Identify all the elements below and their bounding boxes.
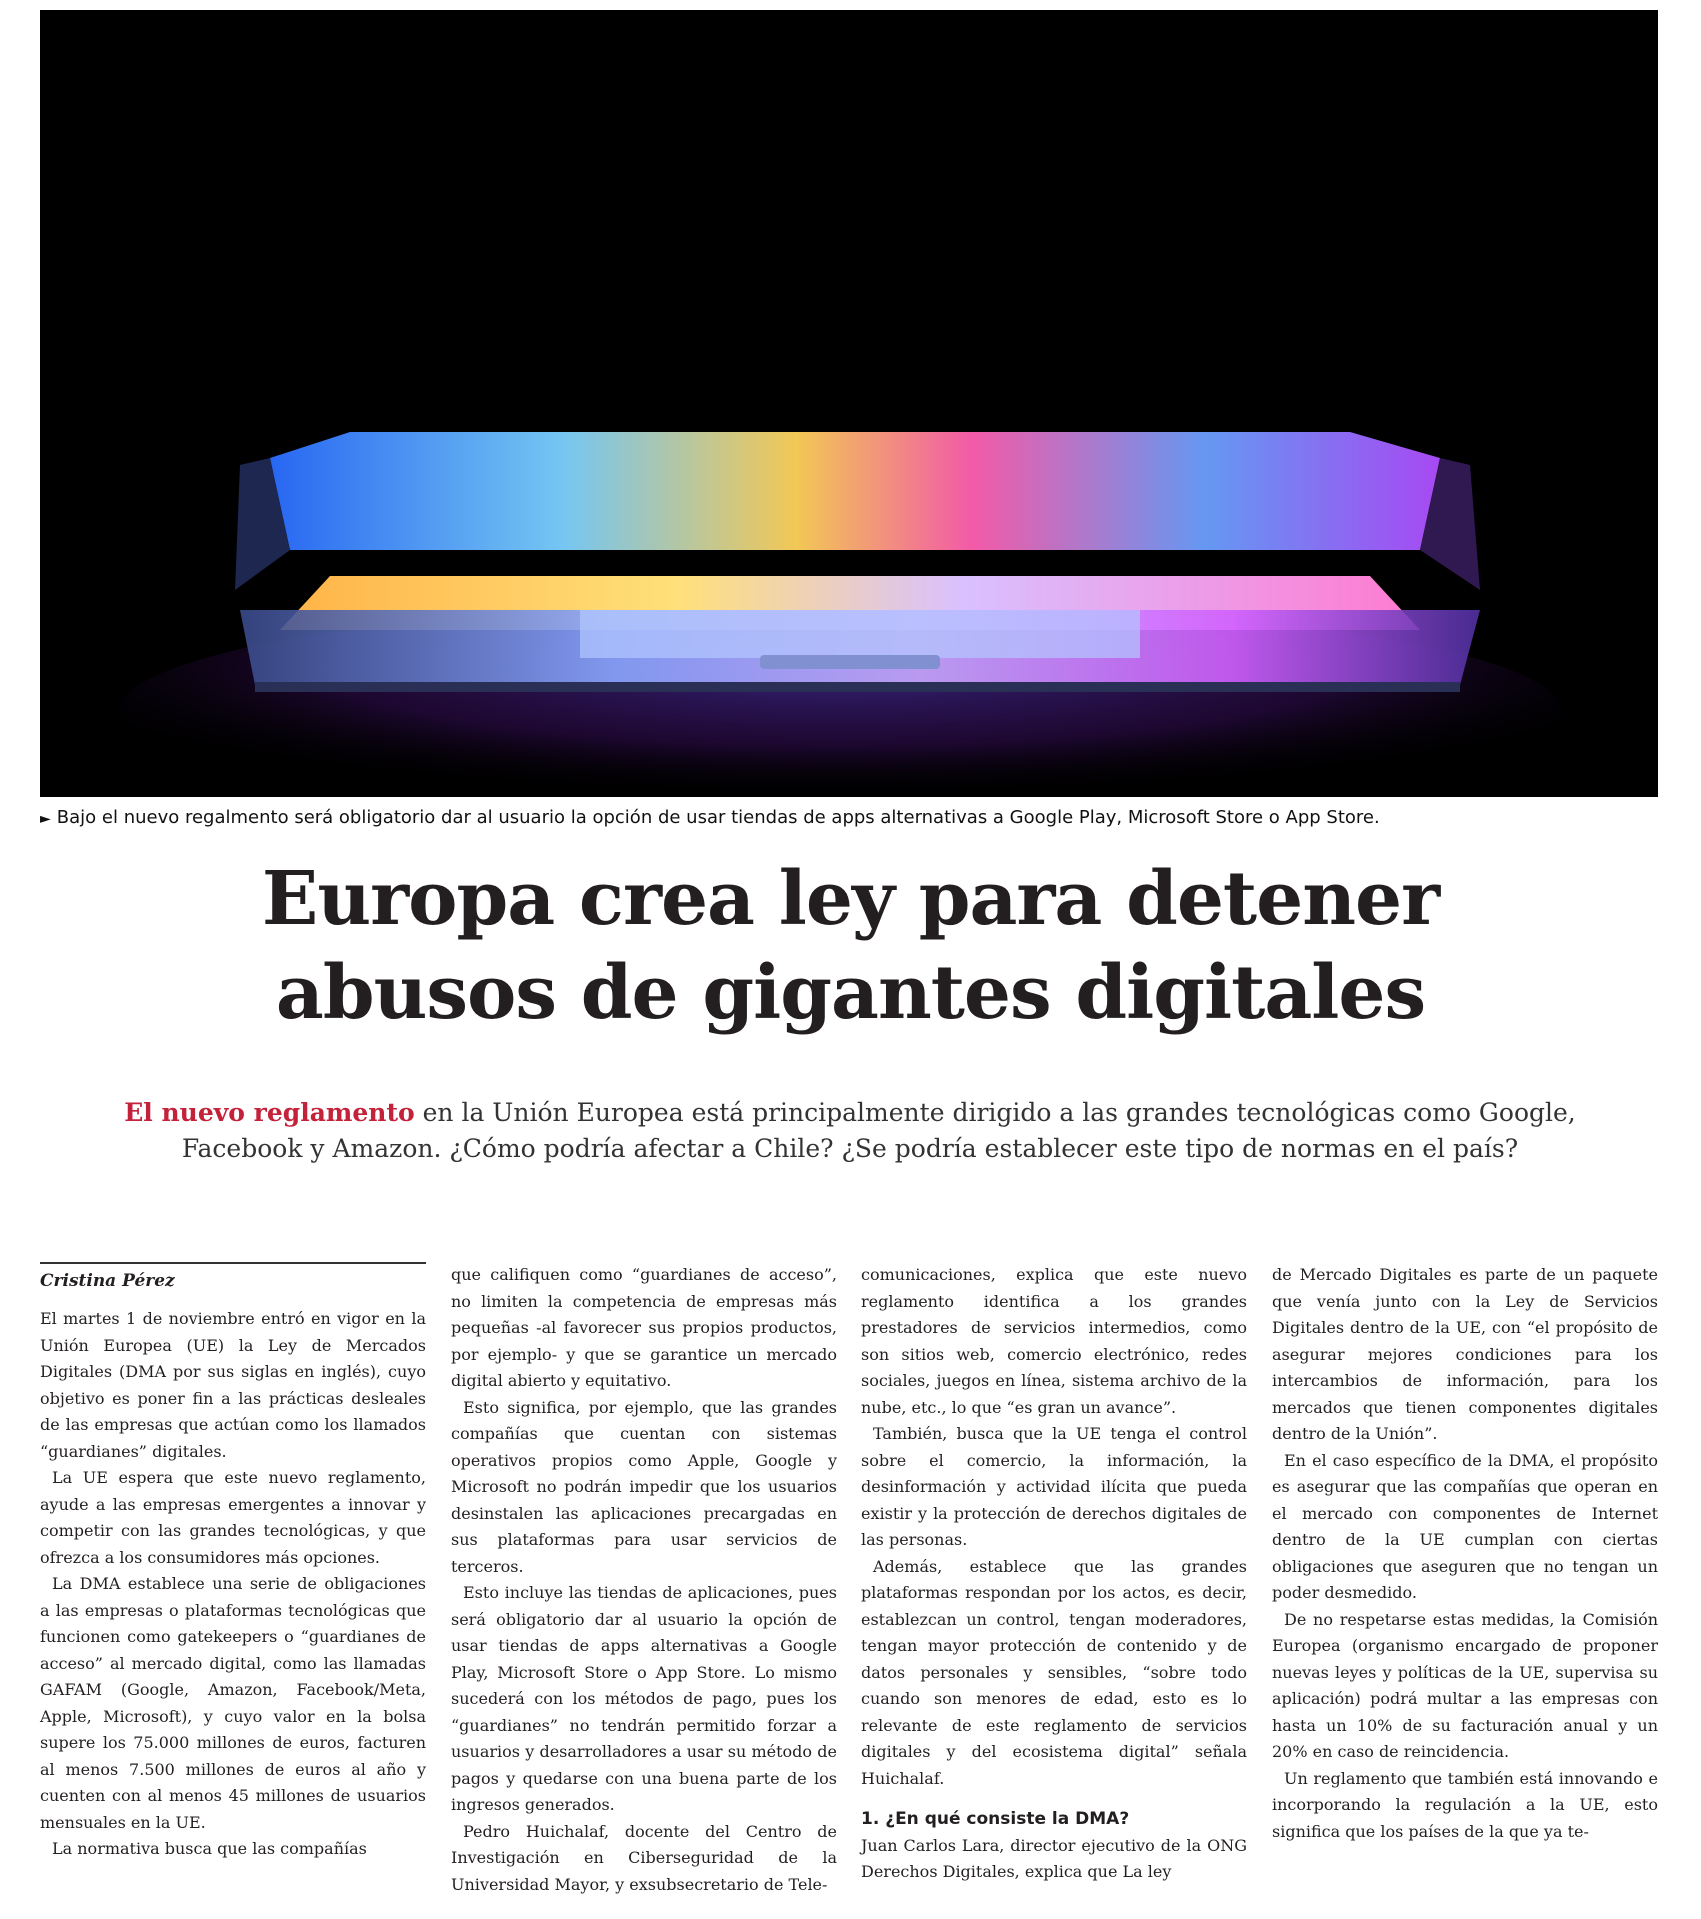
paragraph: de Mercado Digitales es parte de un paquete que venía junto con la Ley de Servicios Digitales dentro de la UE, con “el propósito de asegurar mejores condiciones para los intercambios de información, para los mercados que tienen componentes digitales dentro de la Unión”. bbox=[1272, 1265, 1658, 1443]
deck-line-1-rest: en la Unión Europea está principalmente dirigido a las grandes tecnológicas como Google, bbox=[414, 1098, 1576, 1127]
laptop-glow-image bbox=[40, 10, 1658, 797]
headline-line-2: abusos de gigantes digitales bbox=[275, 950, 1426, 1036]
paragraph: El martes 1 de noviembre entró en vigor en la Unión Europea (UE) la Ley de Mercados Digitales (DMA por sus siglas en inglés), cuyo objetivo es poner fin a las prácticas desleales de las empresas que actúan como los llamados “guardianes” digitales. bbox=[40, 1309, 426, 1461]
paragraph: Además, establece que las grandes plataformas respondan por los actos, es decir, establezcan un control, tengan moderadores, tengan mayor protección de contenido y de datos personales y sensibles, “sobre todo cuando son menores de edad, esto es lo relevante de este reglamento de servicios digitales y del ecosistema digital” señala Huichalaf. bbox=[861, 1556, 1247, 1788]
deck-line-2: Facebook y Amazon. ¿Cómo podría afectar a Chile? ¿Se podría establecer este tipo de normas en el país? bbox=[181, 1134, 1519, 1163]
paragraph: En el caso específico de la DMA, el propósito es asegurar que las compañías que operan en el mercado con componentes de Internet dentro de la UE cumplan con ciertas obligaciones que aseguren que no tengan un poder desmedido. bbox=[1272, 1450, 1658, 1602]
article-column-3 bbox=[861, 1262, 1247, 1886]
caption-text: Bajo el nuevo regalmento será obligatorio dar al usuario la opción de usar tiendas de apps alternativas a Google Play, Microsoft Store o App Store. bbox=[56, 807, 1380, 828]
paragraph: que califiquen como “guardianes de acceso”, no limiten la competencia de empresas más pequeñas -al favorecer sus propios productos, por ejemplo- y que se garantice un mercado digital abierto y equitativo. bbox=[451, 1265, 837, 1390]
paragraph: La DMA establece una serie de obligaciones a las empresas o plataformas tecnológicas que funcionen como gatekeepers o “guardianes de acceso” al mercado digital, como las llamadas GAFAM (Google, Amazon, Facebook/Meta, Apple, Microsoft), y cuyo valor en la bolsa supere los 75.000 millones de euros, facturen al menos 7.500 millones de euros al año y cuenten con al menos 45 millones de usuarios mensuales en la UE. bbox=[40, 1574, 426, 1832]
subheading: 1. ¿En qué consiste la DMA? bbox=[861, 1809, 1130, 1829]
paragraph: Esto incluye las tiendas de aplicaciones, pues será obligatorio dar al usuario la opción de usar tiendas de apps alternativas a Google Play, Microsoft Store o App Store. Lo mismo sucederá con los métodos de pago, pues los “guardianes” no tendrán permitido forzar a usuarios y desarrolladores a usar su método de pagos y quedarse con una buena parte de los ingresos generados. bbox=[451, 1583, 837, 1814]
paragraph: La UE espera que este nuevo reglamento, ayude a las empresas emergentes a innovar y competir con las grandes tecnológicas, y que ofrezca a los consumidores más opciones. bbox=[40, 1468, 426, 1567]
paragraph: Juan Carlos Lara, director ejecutivo de la ONG Derechos Digitales, explica que La ley bbox=[861, 1835, 1247, 1881]
article-column-2 bbox=[451, 1262, 837, 1898]
laptop-photo bbox=[40, 10, 1658, 797]
paragraph: De no respetarse estas medidas, la Comisión Europea (organismo encargado de proponer nuevas leyes y políticas de la UE, supervisa su aplicación) podrá multar a las empresas con hasta un 10% de su facturación anual y un 20% en caso de reincidencia. bbox=[1272, 1609, 1658, 1761]
paragraph: Un reglamento que también está innovando e incorporando la regulación a la UE, esto significa que los países de la que ya te- bbox=[1272, 1768, 1658, 1841]
deck-lead: El nuevo reglamento bbox=[124, 1098, 415, 1127]
paragraph: La normativa busca que las compañías bbox=[52, 1839, 367, 1858]
paragraph: Pedro Huichalaf, docente del Centro de Investigación en Ciberseguridad de la Universidad Mayor, y exsubsecretario de Tele- bbox=[451, 1821, 837, 1894]
headline bbox=[0, 852, 1701, 1040]
photo-caption bbox=[40, 806, 1660, 831]
paragraph: comunicaciones, explica que este nuevo reglamento identifica a los grandes prestadores de servicios intermedios, como son sitios web, comercio electrónico, redes sociales, juegos en línea, sistema archivo de la nube, etc., lo que “es gran un avance”. bbox=[861, 1265, 1247, 1417]
deck bbox=[40, 1095, 1660, 1167]
headline-line-1: Europa crea ley para detener bbox=[261, 856, 1440, 942]
caption-marker-icon: ► bbox=[40, 811, 51, 827]
article-column-1 bbox=[40, 1262, 426, 1863]
paragraph: También, busca que la UE tenga el control sobre el comercio, la información, la desinformación y actividad ilícita que pueda existir y la protección de derechos digitales de las personas. bbox=[861, 1424, 1247, 1549]
article-column-4 bbox=[1272, 1262, 1658, 1845]
paragraph: Esto significa, por ejemplo, que las grandes compañías que cuentan con sistemas operativos propios como Apple, Google y Microsoft no podrán impedir que los usuarios desinstalen las aplicaciones precargadas en sus plataformas para usar servicios de terceros. bbox=[451, 1397, 837, 1576]
deck-line-1 bbox=[40, 1095, 1660, 1131]
byline: Cristina Pérez bbox=[40, 1262, 426, 1294]
